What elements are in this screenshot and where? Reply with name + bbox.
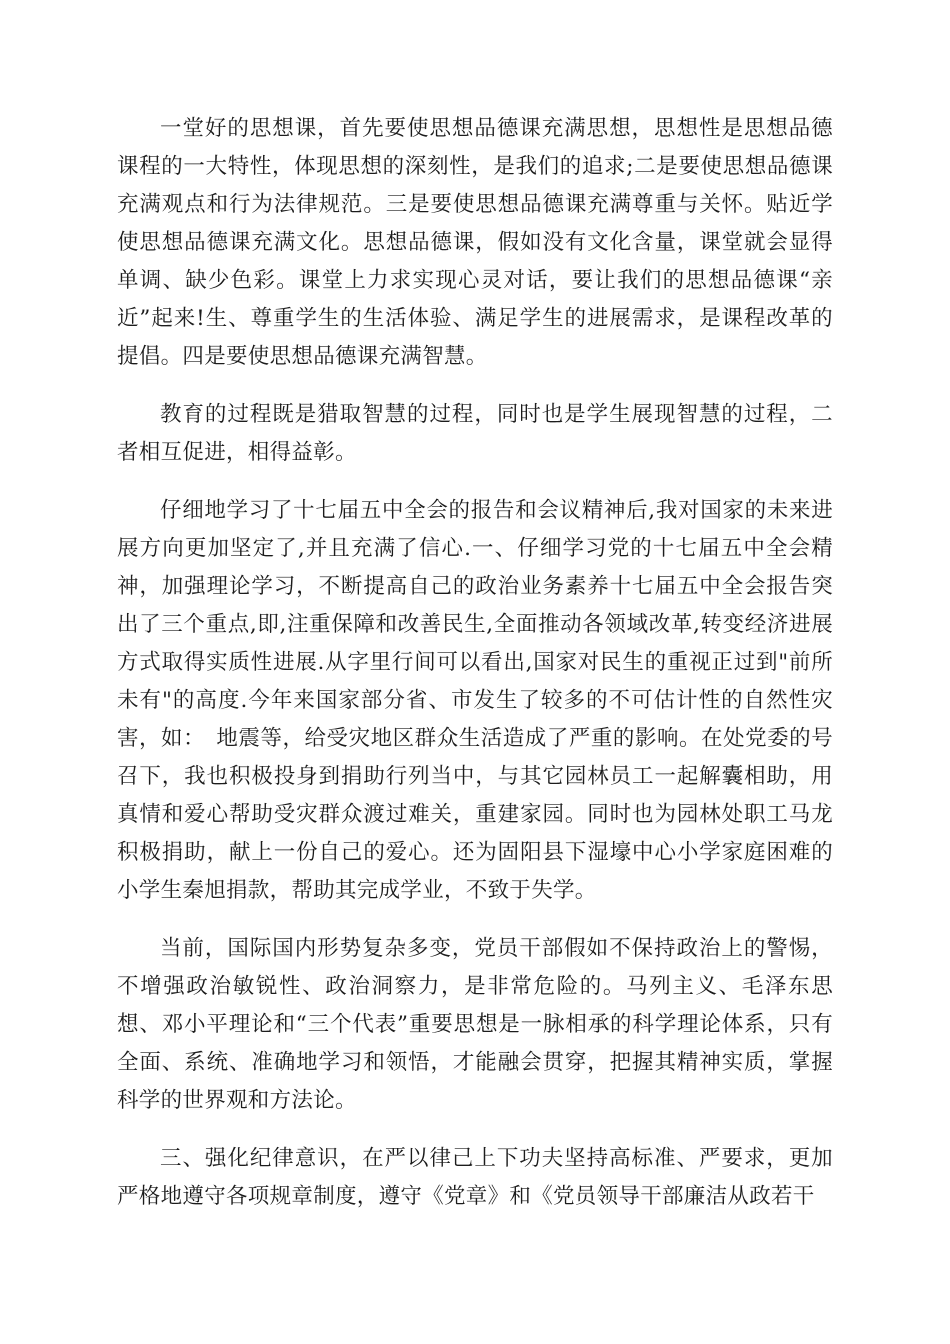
paragraph-ideology-class: 一堂好的思想课，首先要使思想品德课充满思想，思想性是思想品德课程的一大特性，体现思想的深刻性，是我们的追求;二是要使思想品德课充满观点和行为法律规范。三是要使思想品德课充满尊重与关怀。贴近学使思想品德课充满文化。思想品德课，假如没有文化含量，课堂就会显得单调、缺少色彩。课堂上力求实现心灵对话，要让我们的思想品德课“亲近”起来!生、尊重学生的生活体验、满足学生的进展需求，是课程改革的提倡。四是要使思想品德课充满智慧。 — [117, 116, 833, 369]
document-body — [117, 110, 833, 1236]
paragraph-political-awareness: 当前，国际国内形势复杂多变，党员干部假如不保持政治上的警惕，不增强政治敏锐性、政治洞察力，是非常危险的。马列主义、毛泽东思想、邓小平理论和“三个代表”重要思想是一脉相承的科学理论体系，只有全面、系统、准确地学习和领悟，才能融会贯穿，把握其精神实质，掌握科学的世界观和方法论。 — [117, 936, 833, 1113]
paragraph-fifth-plenum: 仔细地学习了十七届五中全会的报告和会议精神后,我对国家的未来进展方向更加坚定了,并且充满了信心.一、仔细学习党的十七届五中全会精神，加强理论学习，不断提高自己的政治业务素养十七届五中全会报告突出了三个重点,即,注重保障和改善民生,全面推动各领域改革,转变经济进展方式取得实质性进展.从字里行间可以看出,国家对民生的重视正过到"前所未有"的高度.今年来国家部分省、市发生了较多的不可估计性的自然性灾害，如： 地震等，给受灾地区群众生活造成了严重的影响。在处党委的号召下，我也积极投身到捐助行列当中，与其它园林员工一起解囊相助，用真情和爱心帮助受灾群众渡过难关，重建家园。同时也为园林处职工马龙积极捐助，献上一份自己的爱心。还为固阳县下湿壕中心小学家庭困难的小学生秦旭捐款，帮助其完成学业，不致于失学。 — [117, 498, 833, 903]
paragraph-discipline: 三、强化纪律意识，在严以律己上下功夫坚持高标准、严要求，更加严格地遵守各项规章制度，遵守《党章》和《党员领导干部廉洁从政若干 — [117, 1146, 833, 1209]
paragraph-education-process: 教育的过程既是猎取智慧的过程，同时也是学生展现智慧的过程，二者相互促进，相得益彰。 — [117, 402, 833, 465]
